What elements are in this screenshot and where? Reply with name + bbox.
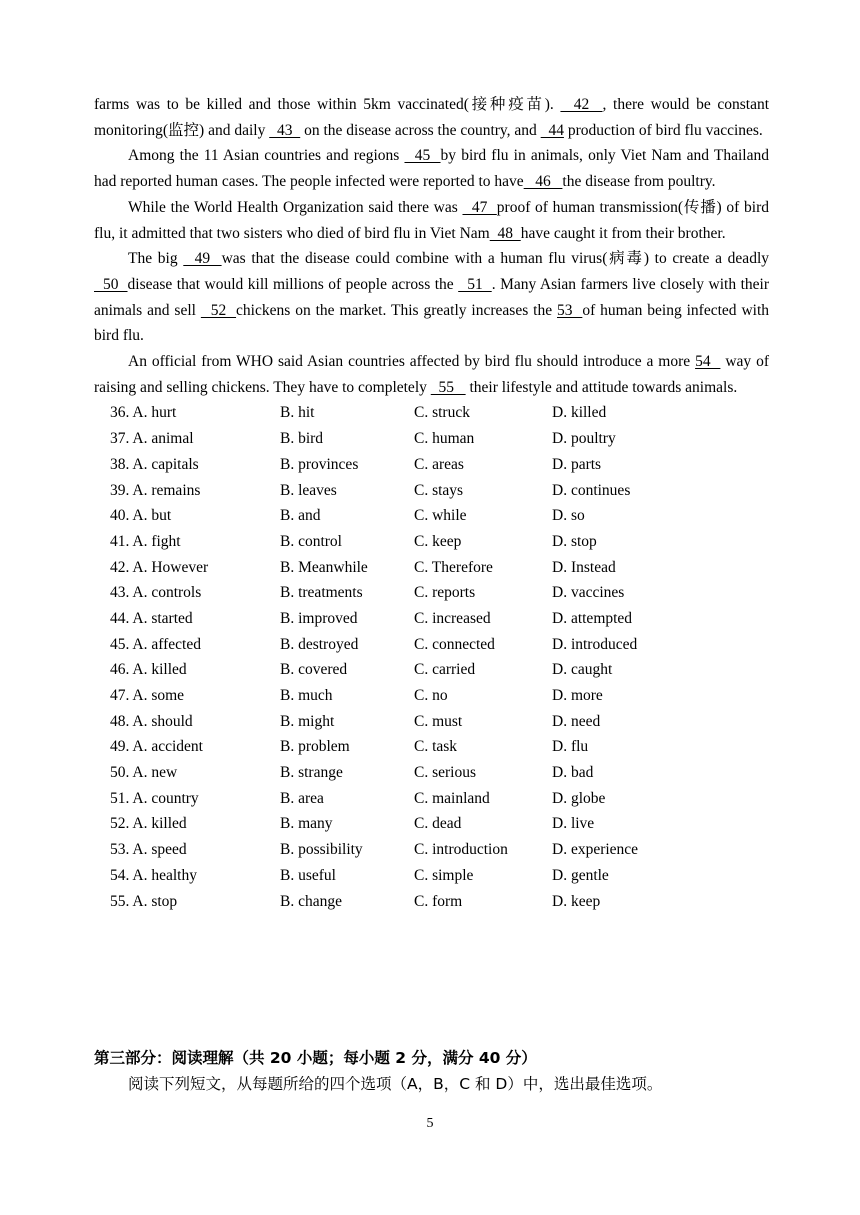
answer-blank: 52 [200,301,237,319]
question-row [94,580,769,606]
passage-text: production of bird flu vaccines. [563,121,763,139]
passage-paragraph [94,195,769,246]
passage-text: Among the 11 Asian countries and regions [128,147,405,165]
passage-text: way of raising and selling chickens. They have to completely [94,353,769,396]
option-b: B. provinces [280,455,359,473]
answer-blank: 50 [94,275,128,293]
answer-blank: 48 [489,224,521,242]
option-b: B. area [280,789,324,807]
option-d: D. caught [552,661,613,679]
passage-text: . Many Asian farmers live closely with their animals and sell [94,275,770,319]
option-a: 55. A. stop [110,892,178,910]
option-c: C. dead [414,815,462,833]
option-d: D. attempted [552,609,633,627]
passage-text: , there would be constant monitoring(监控) and daily [94,96,770,139]
passage-paragraph [94,143,769,194]
passage-text: by bird flu in animals, only Viet Nam and Thailand had reported human cases. The people infected were reported to have [94,147,769,191]
passage-text: their lifestyle and attitude towards animals. [465,378,738,396]
question-row [94,786,769,812]
document-body [94,92,769,914]
option-c: C. task [414,738,458,756]
option-c: C. reports [414,584,476,602]
option-a: 49. A. accident [110,738,203,756]
answer-blank: 43 [269,121,301,139]
passage-paragraph [94,349,769,400]
passage-text: of human being infected with bird flu. [94,301,770,345]
question-row [94,503,769,529]
answer-blank: 54 [695,353,721,371]
cloze-passage [94,92,769,400]
option-b: B. strange [280,764,343,782]
option-d: D. vaccines [552,584,625,602]
option-c: C. Therefore [414,558,493,576]
passage-text: chickens on the market. This greatly increases the [236,301,557,319]
option-c: C. must [414,712,463,730]
option-d: D. globe [552,789,606,807]
option-b: B. problem [280,738,350,756]
option-c: C. form [414,892,463,910]
option-a: 43. A. controls [110,584,202,602]
option-d: D. experience [552,841,639,859]
option-d: D. keep [552,892,601,910]
passage-paragraph [94,92,769,143]
option-d: D. stop [552,532,597,550]
option-a: 47. A. some [110,687,185,704]
option-c: C. human [414,430,475,448]
answer-blank: 49 [183,250,222,268]
option-a: 50. A. new [110,764,178,782]
question-row [94,811,769,837]
option-b: B. and [280,507,321,525]
option-a: 45. A. affected [110,635,201,653]
option-c: C. struck [414,404,470,422]
option-a: 37. A. animal [110,430,194,448]
option-a: 48. A. should [110,712,193,730]
question-row [94,400,769,426]
question-row [94,555,769,581]
option-b: B. covered [280,661,348,679]
question-row [94,426,769,452]
option-c: C. mainland [414,789,490,807]
option-a: 42. A. However [110,558,209,576]
passage-text: the disease from poultry. [562,173,716,191]
option-c: C. areas [414,455,464,473]
question-row [94,683,769,709]
option-c: C. carried [414,661,476,679]
option-b: B. possibility [280,841,363,859]
question-row [94,760,769,786]
question-row [94,478,769,504]
option-b: B. might [280,712,335,730]
option-d: D. parts [552,455,602,473]
question-row [94,606,769,632]
option-a: 36. A. hurt [110,404,177,422]
option-a: 53. A. speed [110,841,187,859]
option-c: C. introduction [414,841,508,859]
passage-text: disease that would kill millions of people across the [127,275,459,293]
option-c: C. stays [414,481,464,499]
option-a: 39. A. remains [110,481,201,499]
question-row [94,709,769,735]
question-row [94,863,769,889]
option-d: D. more [552,687,603,704]
answer-blank: 46 [523,173,563,191]
question-options [94,400,769,914]
answer-blank: 45 [404,147,441,165]
passage-text: was that the disease could combine with a human flu virus(病毒) to create a deadly [221,250,769,268]
passage-text: proof of human transmission(传播) of bird flu, it admitted that two sisters who died of bird flu in Viet Nam [94,198,769,242]
option-c: C. increased [414,609,491,627]
passage-paragraph [94,246,769,349]
answer-blank: 55 [430,378,466,396]
question-row [94,657,769,683]
option-a: 40. A. but [110,507,172,525]
option-c: C. serious [414,764,476,782]
option-d: D. killed [552,404,607,422]
answer-blank: 47 [462,198,497,216]
section-title: 第三部分：阅读理解（共 20 小题；每小题 2 分，满分 40 分） [94,1049,537,1067]
option-d: D. flu [552,738,589,756]
passage-text: An official from WHO said Asian countries affected by bird flu should introduce a more [128,353,696,371]
option-b: B. treatments [280,584,363,602]
question-row [94,632,769,658]
option-d: D. introduced [552,635,638,653]
question-row [94,734,769,760]
option-d: D. so [552,507,585,525]
option-d: D. gentle [552,866,609,884]
option-b: B. bird [280,430,324,448]
passage-text: on the disease across the country, and [300,121,541,139]
option-d: D. live [552,815,595,833]
option-b: B. leaves [280,481,337,499]
option-c: C. keep [414,532,462,550]
section-instruction: 阅读下列短文，从每题所给的四个选项（A，B，C 和 D）中，选出最佳选项。 [128,1075,663,1093]
answer-blank: 53 [557,301,583,319]
option-d: D. poultry [552,430,616,448]
option-b: B. many [280,815,333,833]
question-row [94,452,769,478]
option-b: B. hit [280,404,315,422]
option-a: 44. A. started [110,609,193,627]
option-b: B. much [280,687,333,704]
option-b: B. destroyed [280,635,359,653]
option-a: 46. A. killed [110,661,187,679]
passage-text: farms was to be killed and those within 5km vaccinated(接种疫苗). [94,96,561,113]
passage-text: While the World Health Organization said there was [128,198,463,216]
question-row [94,837,769,863]
option-d: D. Instead [552,558,616,576]
option-b: B. change [280,892,342,910]
option-a: 51. A. country [110,789,199,807]
option-a: 38. A. capitals [110,455,199,473]
answer-blank: 44 [540,121,564,139]
question-row [94,889,769,915]
option-c: C. while [414,507,467,525]
passage-text: The big [128,250,184,268]
answer-blank: 42 [560,96,603,113]
question-row [94,529,769,555]
answer-blank: 51 [458,275,492,293]
option-a: 41. A. fight [110,532,181,550]
option-c: C. simple [414,866,474,884]
option-b: B. useful [280,866,336,884]
option-d: D. need [552,712,601,730]
option-d: D. bad [552,764,594,782]
option-c: C. no [414,687,448,704]
option-a: 52. A. killed [110,815,187,833]
option-b: B. improved [280,609,358,627]
option-b: B. control [280,532,342,550]
option-a: 54. A. healthy [110,866,197,884]
option-b: B. Meanwhile [280,558,368,576]
page-number: 5 [426,1116,434,1131]
passage-text: have caught it from their brother. [520,224,726,242]
option-c: C. connected [414,635,495,653]
option-d: D. continues [552,481,631,499]
